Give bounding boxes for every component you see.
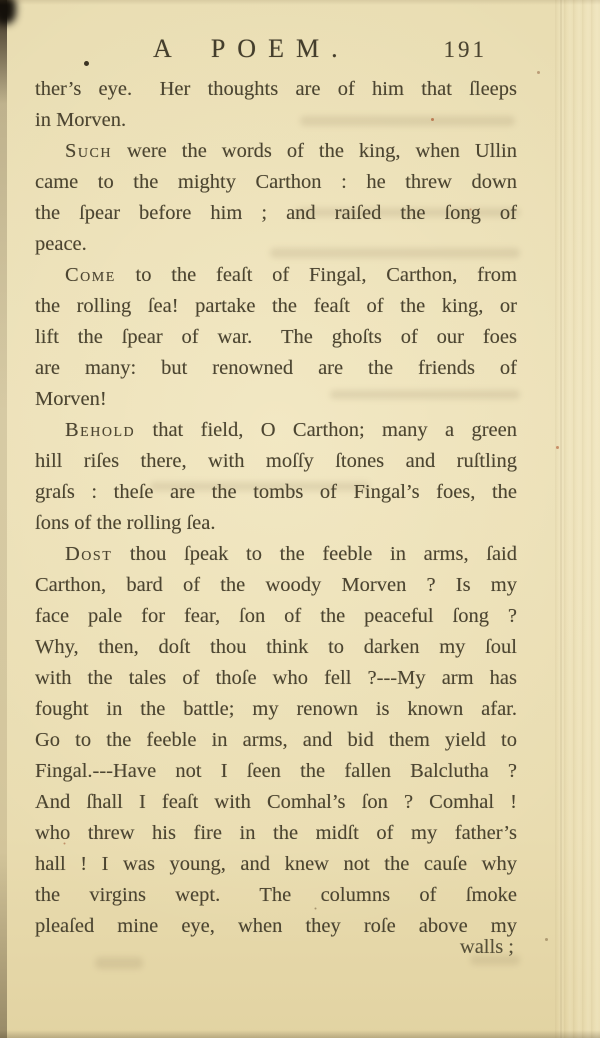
text-line: ſons of the rolling ſea. xyxy=(35,512,216,534)
running-title: A POEM. xyxy=(153,34,350,63)
text-line: Come to the feaſt of Fingal, Carthon, from xyxy=(65,264,517,286)
text-line: hill riſes there, with moſſy ſtones and ruſtling xyxy=(35,450,517,472)
page-fold-line xyxy=(560,0,562,1038)
paper-specks xyxy=(84,61,89,66)
text-line: fought in the battle; my renown is known afar. xyxy=(35,698,517,720)
text-line: the ſpear before him ; and raiſed the ſong of xyxy=(35,202,517,224)
text-line: Such were the words of the king, when Ullin xyxy=(65,140,517,162)
text-line: the rolling ſea! partake the feaſt of the king, or xyxy=(35,295,517,317)
text-line: Dost thou ſpeak to the feeble in arms, ſaid xyxy=(65,543,517,565)
text-line: are many: but renowned are the friends of xyxy=(35,357,517,379)
text-line: Carthon, bard of the woody Morven ? Is my xyxy=(35,574,517,596)
text-line: And ſhall I feaſt with Comhal’s ſon ? Comhal ! xyxy=(35,791,517,813)
text-line: ther’s eye. Her thoughts are of him that ſleeps xyxy=(35,78,517,100)
text-line: in Morven. xyxy=(35,109,127,131)
text-line: with the tales of thoſe who fell ?---My arm has xyxy=(35,667,517,689)
body-text xyxy=(35,74,517,942)
text-line: Fingal.---Have not I ſeen the fallen Balclutha ? xyxy=(35,760,517,782)
text-line: came to the mighty Carthon : he threw down xyxy=(35,171,517,193)
scan-edge-left xyxy=(0,0,7,1038)
catchword: walls ; xyxy=(459,936,514,958)
text-line: face pale for fear, ſon of the peaceful ſong ? xyxy=(35,605,517,627)
text-line: who threw his fire in the midſt of my father’s xyxy=(35,822,517,844)
text-line: Go to the feeble in arms, and bid them yield to xyxy=(35,729,517,751)
text-line: pleaſed mine eye, when they roſe above my xyxy=(35,915,517,937)
small-caps-opener: Such xyxy=(65,140,112,162)
text-line: graſs : theſe are the tombs of Fingal’s foes, the xyxy=(35,481,517,503)
text-line: the virgins wept. The columns of ſmoke xyxy=(35,884,517,906)
small-caps-opener: Behold xyxy=(65,419,136,441)
running-header xyxy=(35,32,517,66)
text-line: Morven! xyxy=(35,388,107,410)
scan-edge-bottom xyxy=(0,1030,600,1038)
text-line: Why, then, doſt thou think to darken my ſoul xyxy=(35,636,517,658)
page-number: 191 xyxy=(443,37,487,62)
text-line: hall ! I was young, and knew not the cauſe why xyxy=(35,853,517,875)
text-line: peace. xyxy=(35,233,87,255)
small-caps-opener: Come xyxy=(65,264,116,286)
scan-edge-top xyxy=(0,0,600,5)
text-line: Behold that field, O Carthon; many a green xyxy=(65,419,517,441)
small-caps-opener: Dost xyxy=(65,543,113,565)
text-line: lift the ſpear of war. The ghoſts of our foes xyxy=(35,326,517,348)
